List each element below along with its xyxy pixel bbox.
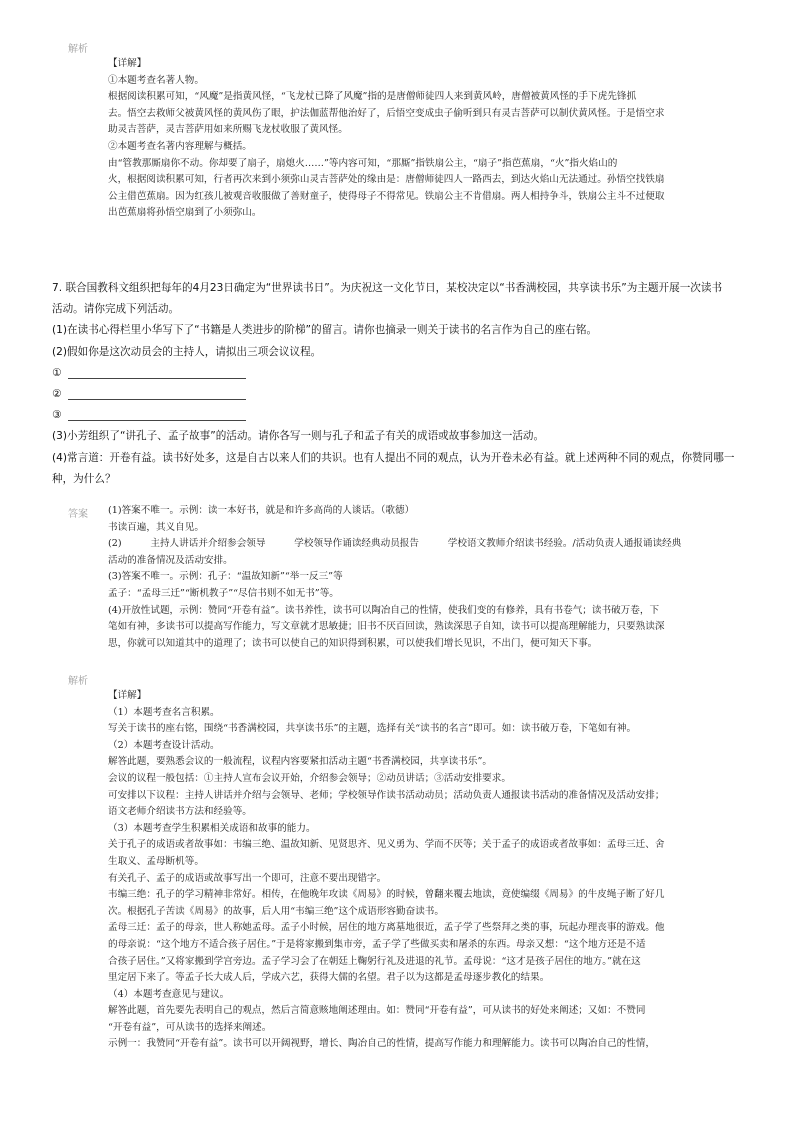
text-line: 思，你就可以知道其中的道理了；读书可以使自己的知识得到积累，可以使我们增长见识，不出门，便可知天下事。	[108, 637, 598, 649]
answer-tag: 答案	[68, 509, 88, 520]
question-line: (1)在读书心得栏里小华写下了“书籍是人类进步的阶梯”的留言。请你也摘录一则关于读书的名言作为自己的座右铭。	[52, 324, 598, 337]
text-line: 解答此题，首先要先表明自己的观点，然后言简意赅地阐述理由。如：赞同“开卷有益”，可从读书的好处来阐述；又如：不赞同	[108, 1005, 646, 1017]
text-line: 示例一：我赞同“开卷有益”。读书可以开阔视野，增长、陶冶自己的性情，提高写作能力和理解能力。读书可以陶冶自己的性情，	[108, 1038, 656, 1050]
text-line: 根据阅读积累可知，“风魔”是指黄风怪，“飞龙杖已降了风魔”指的是唐僧师徒四人来到黄风岭，唐僧被黄风怪的手下虎先锋抓	[108, 91, 637, 103]
text-line: 活动的准备情况及活动安排。	[108, 554, 233, 566]
blank-underline	[68, 409, 246, 421]
text-line: （1）本题考查名言积累。	[108, 706, 220, 718]
text-line: (2) 主持人讲话并介绍参会领导 学校领导作诵读经典动员报告 学校语文教师介绍读书经验。/活动负责人通报诵读经典	[108, 538, 682, 550]
text-line: 会议的议程一般包括：①主持人宣布会议开始，介绍参会领导；②动员讲话；③活动安排要求。	[108, 772, 511, 784]
question-line: 种，为什么？	[52, 472, 116, 485]
text-line: 韦编三绝：孔子的学习精神非常好。相传，在他晚年攻读《周易》的时候，曾翻来覆去地读，竟使编缀《周易》的牛皮绳子断了好几	[108, 889, 665, 901]
answer-blank-2[interactable]	[52, 384, 742, 405]
text-line: 出芭蕉扇将孙悟空扇到了小须弥山。	[108, 207, 262, 219]
analysis-section-2	[108, 688, 734, 1053]
question-7	[52, 278, 742, 490]
text-line: 里定居下来了。等孟子长大成人后，学成六艺，获得大儒的名望。君子以为这都是孟母逐步教化的结果。	[108, 972, 550, 984]
text-line: 生取义、孟母断机等。	[108, 855, 204, 867]
text-line: （4）本题考查意见与建议。	[108, 988, 230, 1000]
question-line: (2)假如你是这次动员会的主持人，请拟出三项会议议程。	[52, 345, 322, 358]
text-line: (3)答案不唯一。示例：孔子：“温故知新”“举一反三”等	[108, 571, 343, 583]
question-line: (3)小芳组织了“讲孔子、孟子故事”的活动。请你各写一则与孔子和孟子有关的成语或故事参加这一活动。	[52, 430, 545, 443]
text-line: 的母亲说：“这个地方不适合孩子居住。”于是将家搬到集市旁，孟子学了些做买卖和屠杀的东西。母亲又想：“这个地方还是不适	[108, 938, 646, 950]
text-line: (4)开放性试题，示例：赞同“开卷有益”。读书养性，读书可以陶冶自己的性情，使我们变的有修养，具有书卷气；读书破万卷，下	[108, 604, 660, 616]
blank-underline	[68, 367, 246, 379]
text-line: 孟子：“孟母三迁”“断机教子”“尽信书则不如无书”等。	[108, 587, 339, 599]
text-line: 笔如有神，多读书可以提高写作能力，写文章就才思敏捷；旧书不厌百回读，熟读深思子自知，读书可以提高理解能力，只要熟读深	[108, 621, 665, 633]
text-line: （3）本题考查学生积累相关成语和故事的能力。	[108, 822, 316, 834]
text-line: 有关孔子、孟子的成语或故事写出一个即可，注意不要出现错字。	[108, 872, 387, 884]
analysis-tag: 解析	[68, 44, 88, 55]
text-line: 书读百遍，其义自见。	[108, 521, 204, 533]
question-line: (4)常言道：开卷有益。读书好处多，这是自古以来人们的共识。也有人提出不同的观点，认为开卷未必有益。就上述两种不同的观点，你赞同哪一	[52, 451, 735, 464]
text-line: 次。根据孔子苦读《周易》的故事，后人用“韦编三绝”这个成语形容勤奋读书。	[108, 905, 444, 917]
text-line: 【详解】	[108, 690, 147, 701]
answer-blank-3[interactable]	[52, 405, 742, 426]
text-line: 可安排以下议程：主持人讲话并介绍与会领导、老师；学校领导作读书活动动员；活动负责人通报读书活动的准备情况及活动安排；	[108, 789, 665, 801]
text-line: （2）本题考查设计活动。	[108, 739, 220, 751]
text-line: 火，根据阅读积累可知，行者再次来到小须弥山灵吉菩萨处的缘由是：唐僧师徒四人一路西去，到达火焰山无法通过。孙悟空找铁扇	[108, 174, 665, 186]
text-line: 语文老师介绍读书方法和经验等。	[108, 806, 252, 818]
blank-underline	[68, 388, 246, 400]
question-line: 活动。请你完成下列活动。	[52, 303, 180, 316]
text-line: 由“管教那厮扇你不动。你却要了扇子，扇熄火……”等内容可知，“那厮”指铁扇公主，“扇子”指芭蕉扇，“火”指火焰山的	[108, 157, 618, 169]
text-line: ②本题考查名著内容理解与概括。	[108, 140, 252, 152]
text-line: 关于孔子的成语或者故事如：韦编三绝、温故知新、见贤思齐、见义勇为、学而不厌等；关于孟子的成语或者故事如：孟母三迁、舍	[108, 839, 665, 851]
text-line: (1)答案不唯一。示例：读一本好书，就是和许多高尚的人谈话。（歌德）	[108, 505, 415, 516]
answer-section	[108, 503, 734, 652]
text-line: 孟母三迁：孟子的母亲，世人称她孟母。孟子小时候，居住的地方离墓地很近，孟子学了些祭拜之类的事，玩起办理丧事的游戏。他	[108, 922, 665, 934]
blank-number: ③	[52, 409, 62, 422]
text-line: 写关于读书的座右铭，围绕“书香满校园，共享读书乐”的主题，选择有关“读书的名言”即可。如：读书破万卷，下笔如有神。	[108, 723, 637, 735]
text-line: 公主借芭蕉扇。因为红孩儿被观音收服做了善财童子，使得母子不得常见。铁扇公主不肯借扇。两人相持争斗，铁扇公主斗不过便取	[108, 190, 665, 202]
answer-blank-1[interactable]	[52, 363, 742, 384]
text-line: ①本题考查名著人物。	[108, 74, 204, 86]
text-line: 助灵吉菩萨，灵吉菩萨用如来所赐飞龙杖收服了黄风怪。	[108, 124, 348, 136]
analysis-tag: 解析	[68, 676, 88, 687]
analysis-section-1	[108, 56, 734, 222]
question-line: 7. 联合国教科文组织把每年的4月23日确定为“世界读书日”。为庆祝这一文化节日，某校决定以“书香满校园，共享读书乐”为主题开展一次读书	[52, 282, 723, 294]
text-line: “开卷有益”，可从读书的选择来阐述。	[108, 1021, 272, 1033]
text-line: 去。悟空去救师父被黄风怪的黄风伤了眼，护法伽蓝帮他治好了，后悟空变成虫子偷听到只有灵吉菩萨可以制伏黄风怪。于是悟空求	[108, 107, 665, 119]
blank-number: ②	[52, 388, 62, 401]
blank-number: ①	[52, 366, 62, 379]
text-line: 合孩子居住。”又将家搬到学宫旁边。孟子学习会了在朝廷上鞠躬行礼及进退的礼节。孟母说：“这才是孩子居住的地方。”就在这	[108, 955, 641, 967]
text-line: 解答此题，要熟悉会议的一般流程，议程内容要紧扣活动主题“书香满校园，共享读书乐”。	[108, 756, 492, 768]
text-line: 【详解】	[108, 58, 147, 69]
